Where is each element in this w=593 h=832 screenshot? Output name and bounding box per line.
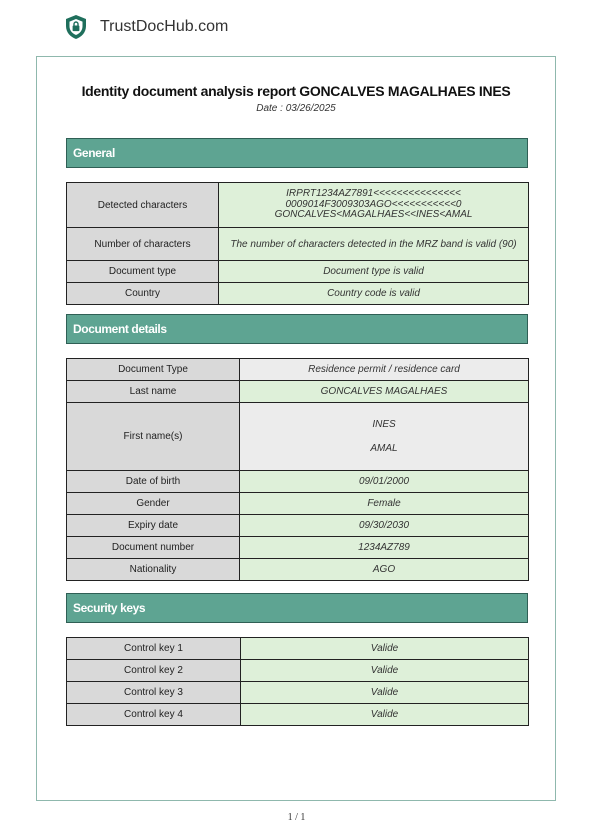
mrz-line-3: GONCALVES<MAGALHAES<<INES<AMAL xyxy=(274,209,473,221)
table-row xyxy=(67,537,529,559)
table-row xyxy=(67,493,529,515)
row-value: Valide xyxy=(241,638,529,660)
table-row xyxy=(67,261,529,283)
table-row xyxy=(67,283,529,305)
general-table xyxy=(66,182,529,305)
row-value: Document type is valid xyxy=(219,261,529,283)
table-row xyxy=(67,228,529,261)
table-row xyxy=(67,515,529,537)
row-value: 09/01/2000 xyxy=(240,471,529,493)
report-page xyxy=(36,56,556,801)
mrz-line-2: 0009014F3009303AGO<<<<<<<<<<<0 xyxy=(285,198,462,210)
brand-header xyxy=(64,14,228,40)
row-value: AGO xyxy=(240,559,529,581)
row-value: Female xyxy=(240,493,529,515)
page-number: 1 / 1 xyxy=(287,812,306,823)
row-label: Document type xyxy=(67,261,219,283)
row-label: Country xyxy=(67,283,219,305)
row-label: Document number xyxy=(67,537,240,559)
row-value: Country code is valid xyxy=(219,283,529,305)
table-row xyxy=(67,359,529,381)
row-value: The number of characters detected in the MRZ band is valid (90) xyxy=(219,228,529,261)
row-value: 1234AZ789 xyxy=(240,537,529,559)
mrz-line-1: IRPRT1234AZ7891<<<<<<<<<<<<<<< xyxy=(286,188,461,200)
table-row xyxy=(67,638,529,660)
section-general-heading: General xyxy=(66,138,528,168)
report-title: Identity document analysis report GONCALVES MAGALHAES INES xyxy=(81,83,511,99)
table-row xyxy=(67,381,529,403)
security-table xyxy=(66,637,529,726)
row-value: GONCALVES MAGALHAES xyxy=(240,381,529,403)
row-value: Valide xyxy=(241,660,529,682)
row-label: Expiry date xyxy=(67,515,240,537)
row-label: First name(s) xyxy=(67,403,240,471)
table-row xyxy=(67,183,529,228)
row-label: Control key 1 xyxy=(67,638,241,660)
table-row xyxy=(67,660,529,682)
row-value-mrz xyxy=(219,183,529,228)
table-row xyxy=(67,403,529,471)
row-value: Valide xyxy=(241,682,529,704)
row-label: Document Type xyxy=(67,359,240,381)
first-name-2: AMAL xyxy=(370,442,398,454)
shield-lock-icon xyxy=(64,14,88,40)
brand-name[interactable]: TrustDocHub.com xyxy=(100,18,229,35)
row-value: Residence permit / residence card xyxy=(240,359,529,381)
row-label: Control key 2 xyxy=(67,660,241,682)
table-row xyxy=(67,471,529,493)
report-date: Date : 03/26/2025 xyxy=(256,103,336,114)
details-table xyxy=(66,358,529,581)
row-value-first-names xyxy=(240,403,529,471)
row-label: Date of birth xyxy=(67,471,240,493)
table-row xyxy=(67,559,529,581)
row-value: Valide xyxy=(241,704,529,726)
section-details-heading: Document details xyxy=(66,314,528,344)
row-value: 09/30/2030 xyxy=(240,515,529,537)
row-label: Gender xyxy=(67,493,240,515)
section-security-heading: Security keys xyxy=(66,593,528,623)
row-label: Detected characters xyxy=(67,183,219,228)
row-label: Nationality xyxy=(67,559,240,581)
row-label: Control key 4 xyxy=(67,704,241,726)
first-name-1: INES xyxy=(372,418,396,430)
row-label: Number of characters xyxy=(67,228,219,261)
table-row xyxy=(67,704,529,726)
row-label: Control key 3 xyxy=(67,682,241,704)
row-label: Last name xyxy=(67,381,240,403)
table-row xyxy=(67,682,529,704)
